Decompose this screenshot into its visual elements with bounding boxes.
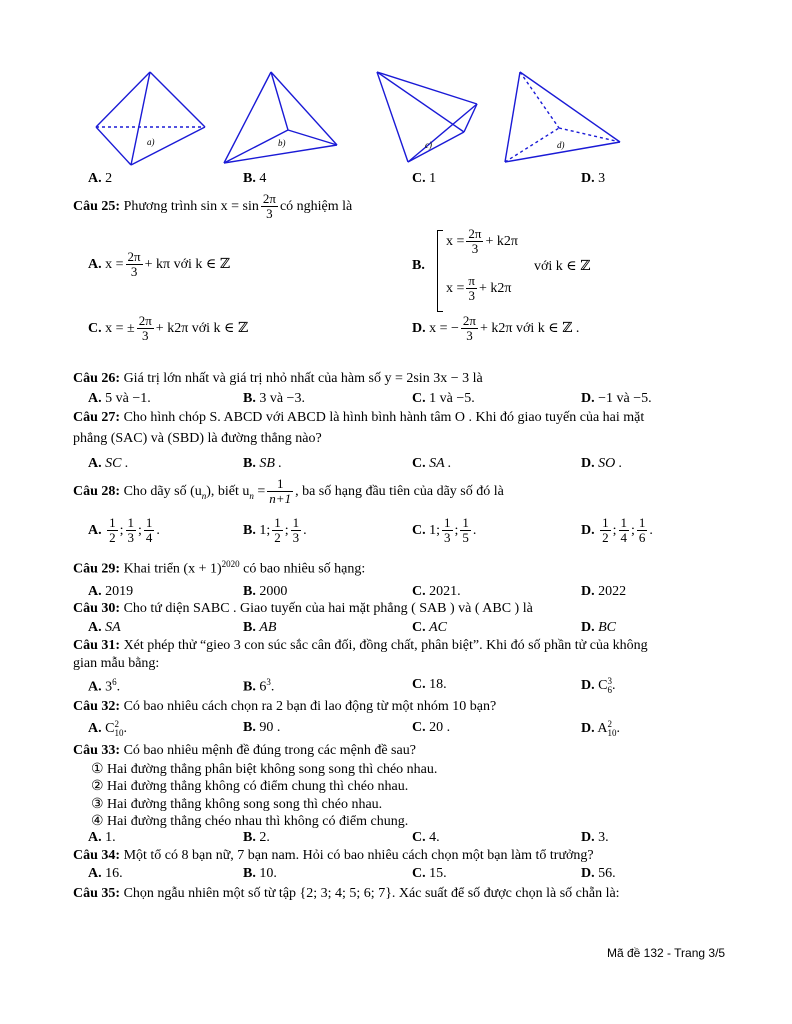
q31-option-b: B. $6^3$.: [243, 677, 275, 695]
q33-statement-3: ③ Hai đường thẳng không song song thì chéo nhau.: [91, 797, 383, 812]
q28-option-b: B. 1; $\frac{1}{2}$ ; $\frac{1}{3}$ .: [243, 515, 307, 546]
q29-option-c: C. 2021.: [412, 584, 461, 599]
q33-statement-1: ① Hai đường thẳng phân biệt không song song thì chéo nhau.: [91, 762, 438, 777]
polyhedra-figures: [0, 0, 792, 200]
q34-stem: Câu 34: Một tổ có 8 bạn nữ, 7 bạn nam. Hỏi có bao nhiêu cách chọn một bạn làm tổ trưởng?: [73, 848, 594, 863]
q24-option-b: B. 4: [243, 171, 267, 186]
q25-stem: Câu 25: Phương trình sin x = sin $\frac{2\pi}{3}$ có nghiệm là: [73, 191, 353, 222]
q28-option-a: A. $\frac{1}{2}$ ; $\frac{1}{3}$ ; $\frac{1}{4}$ .: [88, 515, 160, 546]
q32-option-a: A. C 2 10 .: [88, 719, 127, 738]
q25-option-b-suffix: với k ∈ ℤ: [534, 259, 591, 274]
q31-option-a: A. $3^6$.: [88, 677, 121, 695]
q27-stem-line2: phẳng (SAC) và (SBD) là đường thẳng nào?: [73, 431, 322, 446]
q33-option-a: A. 1.: [88, 830, 116, 845]
q31-stem-line1: Câu 31: Xét phép thử “gieo 3 con súc sắc cân đối, đồng chất, phân biệt”. Khi đó số phần tử của không: [73, 638, 648, 653]
q24-option-a: A. 2: [88, 171, 113, 186]
q27-option-a: A. SC .: [88, 456, 129, 471]
q27-option-d: D. SO .: [581, 456, 623, 471]
page-footer: Mã đề 132 - Trang 3/5: [607, 946, 726, 960]
q28-option-d: D. $\frac{1}{2}$ ; $\frac{1}{4}$ ; $\frac{1}{6}$ .: [581, 515, 653, 546]
q34-option-d: D. 56.: [581, 866, 616, 881]
q34-option-a: A. 16.: [88, 866, 123, 881]
figure-b: [224, 72, 337, 163]
q24-option-d: D. 3: [581, 171, 606, 186]
q26-option-a: A. 5 và −1.: [88, 391, 151, 406]
q26-option-d: D. −1 và −5.: [581, 391, 652, 406]
q29-stem: Câu 29: Khai triển $(x + 1)^{2020}$ có bao nhiêu số hạng:: [73, 559, 366, 577]
q25-option-b-label: B.: [412, 258, 425, 273]
q33-option-b: B. 2.: [243, 830, 270, 845]
q26-option-b: B. 3 và −3.: [243, 391, 305, 406]
q29-option-a: A. 2019: [88, 584, 134, 599]
q30-option-d: D. BC: [581, 620, 617, 635]
q32-option-d: D. A 2 10 .: [581, 719, 620, 738]
q24-option-c: C. 1: [412, 171, 437, 186]
q25-option-c: C. x = ± $\frac{2\pi}{3}$ + k2π với k ∈ ℤ: [88, 313, 249, 344]
q26-option-c: C. 1 và −5.: [412, 391, 475, 406]
q35-stem: Câu 35: Chọn ngẫu nhiên một số từ tập {2; 3; 4; 5; 6; 7}. Xác suất để số được chọn là số chẵn là:: [73, 886, 620, 901]
q30-option-a: A. SA: [88, 620, 121, 635]
figure-d-label: d): [557, 140, 565, 150]
figure-a: [96, 72, 205, 165]
q28-option-c: C. 1; $\frac{1}{3}$ ; $\frac{1}{5}$ .: [412, 515, 477, 546]
q31-option-c: C. 18.: [412, 677, 447, 692]
q31-stem-line2: gian mẫu bằng:: [73, 656, 160, 671]
q32-stem: Câu 32: Có bao nhiêu cách chọn ra 2 bạn đi lao động từ một nhóm 10 bạn?: [73, 699, 497, 714]
q29-option-d: D. 2022: [581, 584, 627, 599]
q27-option-c: C. SA .: [412, 456, 452, 471]
q27-option-b: B. SB .: [243, 456, 282, 471]
figure-a-label: a): [147, 137, 155, 147]
q25-option-b-line1: x = $\frac{2\pi}{3}$ + k2π: [446, 226, 518, 257]
q33-statement-4: ④ Hai đường thẳng chéo nhau thì không có điểm chung.: [91, 814, 409, 829]
q33-statement-2: ② Hai đường thẳng không có điểm chung thì chéo nhau.: [91, 779, 409, 794]
q30-stem: Câu 30: Cho tứ diện SABC . Giao tuyến của hai mặt phẳng ( SAB ) và ( ABC ) là: [73, 601, 533, 616]
q32-option-b: B. 90 .: [243, 720, 281, 735]
q25-option-b-line2: x = $\frac{\pi}{3}$ + k2π: [446, 273, 512, 304]
figure-c-label: c): [425, 140, 432, 150]
q25-bracket: [437, 230, 443, 312]
q33-stem: Câu 33: Có bao nhiêu mệnh đề đúng trong các mệnh đề sau?: [73, 743, 416, 758]
q30-option-c: C. AC: [412, 620, 448, 635]
q27-stem-line1: Câu 27: Cho hình chóp S. ABCD với ABCD là hình bình hành tâm O . Khi đó giao tuyến của hai mặt: [73, 410, 645, 425]
q25-option-d: D. x = − $\frac{2\pi}{3}$ + k2π với k ∈ ℤ .: [412, 313, 580, 344]
q25-option-a: A. x = $\frac{2\pi}{3}$ + kπ với k ∈ ℤ: [88, 249, 230, 280]
q34-option-c: C. 15.: [412, 866, 447, 881]
q32-option-c: C. 20 .: [412, 720, 451, 735]
q29-option-b: B. 2000: [243, 584, 288, 599]
q34-option-b: B. 10.: [243, 866, 277, 881]
q33-option-c: C. 4.: [412, 830, 440, 845]
q28-stem: Câu 28: Cho dãy số $(u_n)$, biết $u_n$ = $\frac{1}{n+1}$ , ba số hạng đầu tiên của dãy số đó là: [73, 476, 504, 507]
q33-option-d: D. 3.: [581, 830, 609, 845]
q31-option-d: D. C 3 6 .: [581, 676, 616, 695]
q30-option-b: B. AB: [243, 620, 277, 635]
figure-b-label: b): [278, 138, 286, 148]
q26-stem: Câu 26: Giá trị lớn nhất và giá trị nhỏ nhất của hàm số y = 2sin 3x − 3 là: [73, 371, 483, 386]
